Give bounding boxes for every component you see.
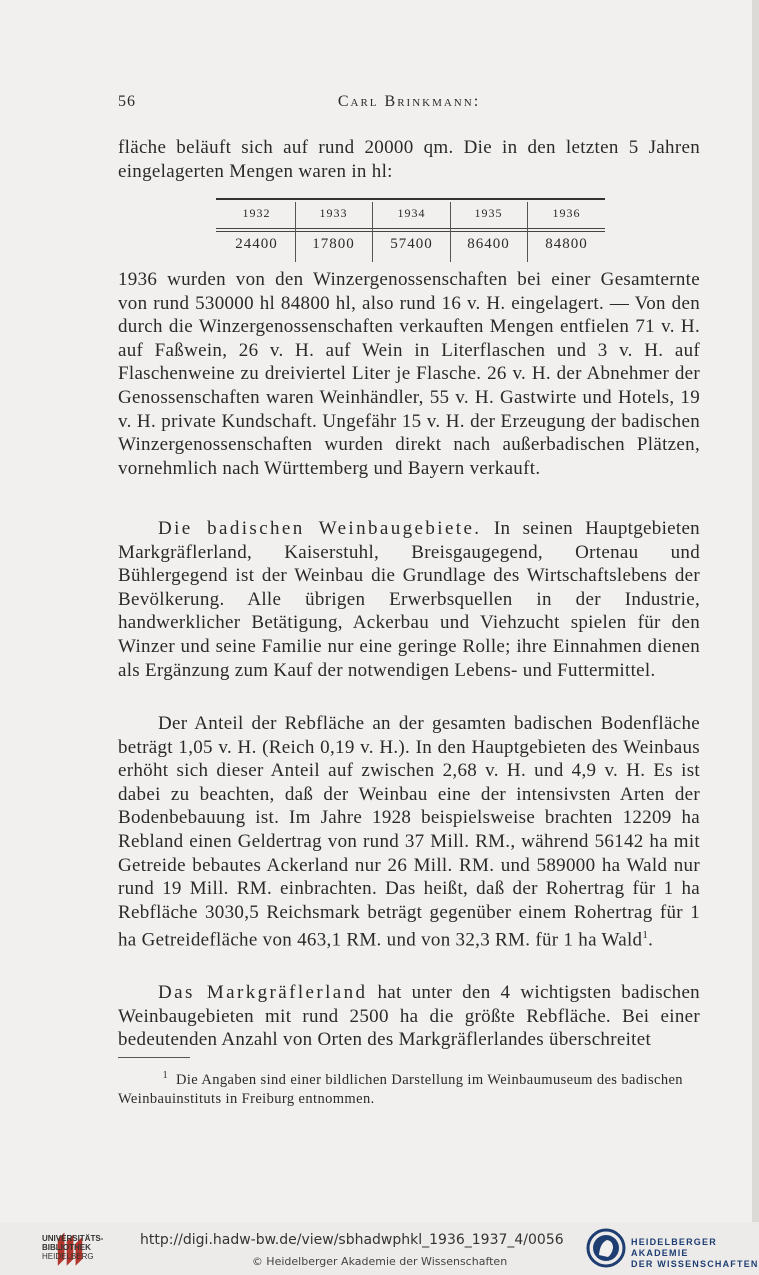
paragraph-intro: fläche beläuft sich auf rund 20000 qm. Die in den letzten 5 Jahren eingelagerten Mengen waren in hl: [118, 137, 700, 182]
table-year: 1935 [474, 206, 503, 220]
section-heading: Die badischen Weinbaugebiete. [158, 518, 482, 539]
table-value: 57400 [390, 236, 433, 252]
academy-name-line: DER WISSENSCHAFTEN [631, 1259, 759, 1269]
footnote [118, 1066, 700, 1110]
academy-seal-icon [586, 1227, 626, 1269]
paragraph-1936: 1936 wurden von den Winzergenossenschaften bei einer Gesamternte von rund 530000 hl 84800 hl, also rund 16 v. H. eingelagert. — Von den durch die Winzergenossenschaften verkauften Mengen entfielen 71 v. H. auf Faßwein, 26 v. H. auf Wein in Literflaschen und 3 v. H. auf Flaschenweine zu dreiviertel Liter je Flasche. 26 v. H. der Abnehmer der Genossenschaften waren Weinhändler, 55 v. H. Gastwirte und Hotels, 19 v. H. private Kundschaft. Ungefähr 15 v. H. der Erzeugung der badischen Winzergenossenschaften wurden direkt nach außerbadischen Plätzen, vornehmlich nach Württemberg und Bayern verkauft. [118, 269, 700, 479]
viewer-footer [0, 1222, 759, 1275]
paragraph-weinbaugebiete [118, 517, 700, 682]
table-mid-rule-2 [216, 231, 605, 232]
page-number: 56 [118, 93, 136, 110]
footnote-text: Die Angaben sind einer bildlichen Darstellung im Weinbaumuseum des badischen Weinbauinstituts in Freiburg entnommen. [118, 1071, 683, 1108]
footnote-rule [118, 1057, 190, 1058]
page-edge [752, 0, 759, 1222]
paragraph-markgraeflerland [118, 981, 700, 1052]
table-value: 84800 [545, 236, 588, 252]
table-value: 17800 [312, 236, 355, 252]
paragraph-text: hat unter den 4 wichtigsten badischen Weinbaugebieten mit rund 2500 ha die größte Rebfläche. Bei einer bedeutenden Anzahl von Orten des Markgräflerlandes überschreitet [118, 982, 700, 1051]
paragraph-anteil: Der Anteil der Rebfläche an der gesamten badischen Bodenfläche beträgt 1,05 v. H. (Reich 0,19 v. H.). In den Hauptgebieten des Weinbaus erhöht sich dieser Anteil auf zwischen 2,68 v. H. und 4,9 v. H. Es ist dabei zu beachten, daß der Weinbau eine der intensivsten Arten der Bodenbebauung ist. Im Jahre 1928 beispielsweise brachten 12209 ha Rebland einen Geldertrag von rund 37 Mill. RM., während 56142 ha mit Getreide bebautes Ackerland nur 26 Mill. RM. und 589000 ha Wald nur rund 19 Mill. RM. einbrachten. Das heißt, daß der Rohertrag für 1 ha Rebfläche 3030,5 Reichsmark beträgt gegenüber einem Rohertrag für 1 ha Getreidefläche von 463,1 RM. und von 32,3 RM. für 1 ha Wald$^1$. [118, 713, 700, 951]
table-year: 1934 [397, 206, 426, 220]
footnote-ref: 1 [642, 929, 649, 942]
page-header [118, 93, 700, 117]
academy-name [631, 1237, 759, 1270]
copyright-notice: © Heidelberger Akademie der Wissenschaften [251, 1255, 508, 1268]
paragraph-text: In seinen Hauptgebieten Markgräflerland, Kaiserstuhl, Breisgaugegend, Ortenau und Bühlergegend ist der Weinbau die Grundlage des Wirtschaftslebens der Bevölkerung. Alle übrigen Erwerbsquellen in der Industrie, handwerklicher Betätigung, Ackerbau und Viehzucht spielen für den Winzer und seine Familie nur eine geringe Rolle; ihre Einnahmen dienen als Ergänzung zum Kauf der notwendigen Lebens- und Futtermittel. [118, 518, 700, 681]
table-year: 1932 [242, 206, 271, 220]
table-top-rule [216, 198, 605, 200]
section-heading: Das Markgräflerland [158, 982, 368, 1003]
table-value: 24400 [235, 236, 278, 252]
running-title: Carl Brinkmann: [337, 93, 481, 110]
library-name-line: BIBLIOTHEK [42, 1243, 91, 1252]
table-mid-rule [216, 228, 605, 229]
footnote-mark: 1 [162, 1070, 168, 1081]
table-value: 86400 [467, 236, 510, 252]
academy-name-line: HEIDELBERGER AKADEMIE [631, 1237, 717, 1258]
paragraph-text: Der Anteil der Rebfläche an der gesamten badischen Bodenfläche beträgt 1,05 v. H. (Reich 0,19 v. H.). In den Hauptgebieten des Weinbaus erhöht sich dieser Anteil auf zwischen 2,68 v. H. und 4,9 v. H. Es ist dabei zu beachten, daß der Weinbau eine der intensivsten Arten der Bodenbebauung ist. Im Jahre 1928 beispielsweise brachten 12209 ha Rebland einen Geldertrag von rund 37 Mill. RM., während 56142 ha mit Getreide bebautes Ackerland nur 26 Mill. RM. und 589000 ha Wald nur rund 19 Mill. RM. einbrachten. Das heißt, daß der Rohertrag für 1 ha Rebfläche 3030,5 Reichsmark beträgt gegenüber einem Rohertrag für 1 ha Getreidefläche von 463,1 RM. und von 32,3 RM. für 1 ha Wald [118, 713, 700, 951]
table-year: 1936 [552, 206, 581, 220]
table-year: 1933 [319, 206, 348, 220]
library-name-line: HEIDELBERG [42, 1252, 94, 1261]
permalink-url[interactable]: http://digi.hadw-bw.de/view/sbhadwphkl_1936_1937_4/0056 [140, 1232, 564, 1248]
library-name-line: UNIVERSITÄTS- [42, 1234, 104, 1243]
